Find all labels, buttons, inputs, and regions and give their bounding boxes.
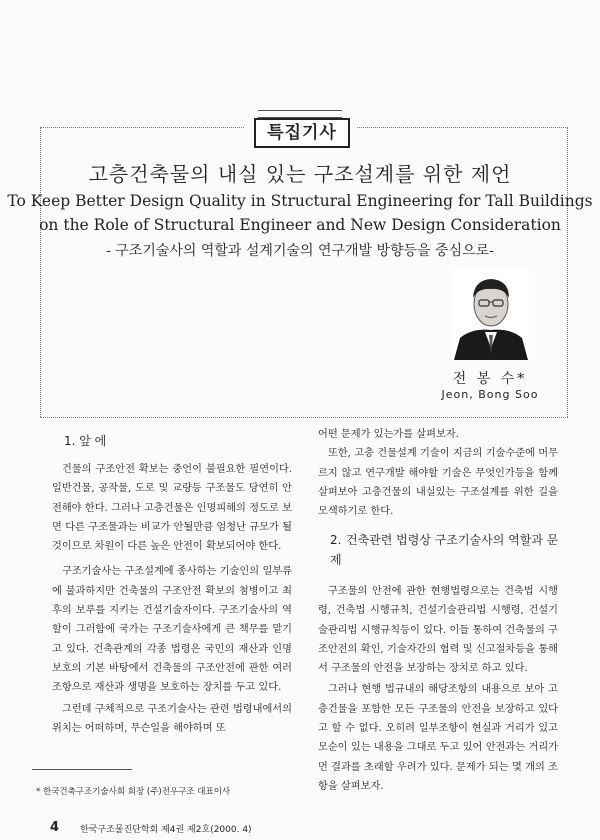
section-tag [244,108,356,146]
section1-paragraph-1: 건물의 구조안전 확보는 중언이 불필요한 필연이다. 일반건물, 공작물, 도로 및 교량등 구조물도 당연히 안전해야 한다. 그러나 고층건물은 인명피해의 정도로 보면 다른 구조물과는 비교가 안될만큼 엄청난 규모가 될 것이므로 차원이 다른 높은 안전이 확보되어야 한다. [52,464,292,553]
section1-heading: 1. 앞 에 [64,434,107,448]
section1-paragraph-2: 구조기술사는 구조설계에 종사하는 기술인의 일부류에 불과하지만 건축물의 구조안전 확보의 첨병이고 최후의 보루를 지키는 건설기술자이다. 구조기술사의 역할이 그러함에 국가는 구조기술사에게 큰 책무를 맡기고 있다. 건축관계의 각종 법령은 국민의 재산과 인명보호의 기본 바탕에서 건축물의 구조안전에 관한 여러 조항으로 재산과 생명을 보호하는 장치를 두고 있다. [52,566,292,694]
page-number: 4 [50,820,60,835]
article-title-english-line1: To Keep Better Design Quality in Structural Engineering for Tall Buildings [7,192,593,210]
section1-body [52,460,292,738]
section2-heading-number: 2. [330,533,342,547]
section2-paragraph-1: 구조물의 안전에 관한 현행법령으로는 건축법 시행령, 건축법 시행규칙, 건설기술관리법 시행령, 건설기술관리법 시행규칙등이 있다. 이들 통하여 건축물의 구조안전의 확인, 기술자간의 협력 및 신고절차등을 통해서 구조물의 안전을 보장하는 장치로 하고 있다. [318,586,558,675]
tag-decoration [258,110,342,118]
author-name-korean: 전 봉 수* [452,371,528,387]
article-title-korean: 고층건축물의 내실 있는 구조설계를 위한 제언 [88,162,512,186]
author-name-english: Jeon, Bong Soo [441,388,539,401]
intro-paragraph-2: 또한, 고층 건물설계 기술이 지금의 기술수준에 머무르지 않고 연구개발 해야할 기술은 무엇인가등을 함께 살펴보아 고층건물의 내실있는 구조설계를 위한 길을 모색하기로 한다. [318,448,558,518]
author-photo [452,268,530,360]
article-subtitle: - 구조기술사의 역할과 설계기술의 연구개발 방향등을 중심으로- [106,243,494,259]
author-footnote: * 한국건축구조기술사회 회장 (주)전우구조 대표이사 [36,787,231,797]
section2-heading-text: 건축관련 법령상 구조기술사의 역할과 문제 [330,533,559,567]
article-title-english-line2: on the Role of Structural Engineer and New Design Consideration [39,216,561,234]
section2-body [318,582,558,796]
journal-footer: 한국구조물진단학회 제4권 제2호(2000. 4) [80,825,252,835]
intro-paragraph-1: 어떤 문제가 있는가를 살펴보자. [318,429,459,440]
section-tag-label: 특집기사 [254,118,350,148]
section2-paragraph-2: 그러나 현행 법규내의 해당조항의 내용으로 보아 고층건물을 포함한 모든 구조물의 안전을 보장하고 있다고 할 수 없다. 오히려 일부조항이 현실과 거리가 있고 모순이 있는 내용을 그대로 두고 있어 안전과는 거리가 먼 결과를 초래할 우려가 있다. 문제가 되는 몇 개의 조항을 살펴보자. [318,684,558,792]
footnote-rule [32,769,132,770]
frame-bottom-border [40,417,568,418]
right-column-intro [318,425,558,521]
section2-heading [330,530,562,570]
section1-paragraph-3: 그런데 구체적으로 구조기술사는 관련 법령내에서의 위치는 어떠하며, 무슨일을 해야하며 또 [52,703,292,734]
